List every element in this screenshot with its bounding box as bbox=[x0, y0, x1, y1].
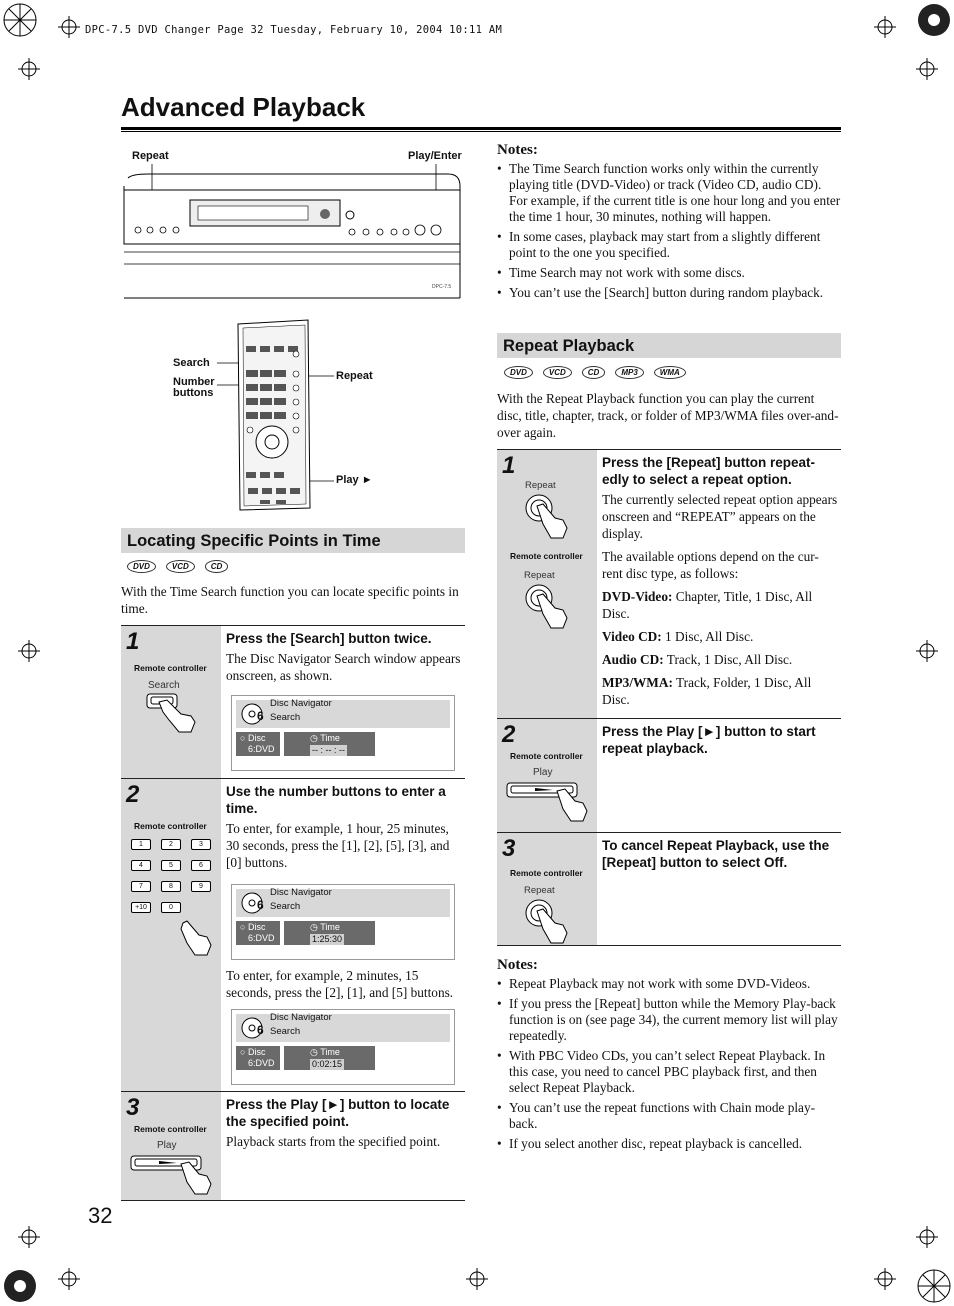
repeat-step-3 bbox=[497, 832, 841, 946]
disc-badge: 6 bbox=[257, 709, 264, 723]
search-button-press-icon bbox=[145, 690, 205, 736]
repeat-button-press-icon bbox=[523, 897, 573, 945]
page-title: Advanced Playback bbox=[121, 92, 366, 122]
disc-badge: 6 bbox=[257, 898, 264, 912]
step-title: To cancel Repeat Playback, use the [Repeat] button to select Off. bbox=[602, 838, 830, 870]
key-6: 6 bbox=[191, 860, 211, 871]
osd-nav-title: Disc Navigator bbox=[270, 1012, 332, 1023]
label-play-enter: Play/Enter bbox=[408, 150, 462, 162]
label-play: Play ► bbox=[336, 474, 373, 486]
key-8: 8 bbox=[161, 881, 181, 892]
vcd-disc-icon: VCD bbox=[543, 366, 572, 379]
label-number: Number bbox=[173, 376, 215, 388]
clock-icon: ◷ bbox=[310, 733, 318, 743]
osd-mode: Search bbox=[270, 901, 301, 912]
osd-time-1-25-30 bbox=[231, 884, 455, 960]
remote-controller-label: Remote controller bbox=[134, 1124, 207, 1134]
osd-disc-box: ○ Disc 6:DVD bbox=[236, 732, 280, 756]
repeat-button-press-icon bbox=[523, 582, 573, 630]
registration-mark-icon bbox=[18, 1226, 40, 1248]
osd-time-box: ◷ Time -- : -- : -- bbox=[284, 732, 375, 756]
osd-mode: Search bbox=[270, 712, 301, 723]
step-number: 3 bbox=[126, 1094, 140, 1121]
dvd-disc-icon: DVD bbox=[127, 560, 156, 573]
remote-controller-label: Remote controller bbox=[134, 663, 207, 673]
remote-controller-illustration bbox=[210, 318, 340, 513]
label-buttons: buttons bbox=[173, 387, 214, 399]
step-number: 1 bbox=[502, 452, 516, 479]
repeat-button-press-icon bbox=[523, 492, 573, 540]
note-item: • If you press the [Repeat] button while the Memory Play-back function is on (see page 34), the current memory list will play repeatedly. bbox=[497, 996, 843, 1044]
pressing-hand-icon bbox=[177, 919, 213, 959]
repeat-intro: With the Repeat Playback function you can play the current disc, title, chapter, track, or folder of MP3/WMA files over-and-over again. bbox=[497, 391, 839, 440]
crop-mark-bottom-left bbox=[0, 1266, 40, 1306]
step-number: 1 bbox=[126, 628, 140, 655]
note-item: • In some cases, playback may start from a slightly different point to the one you specified. bbox=[497, 229, 843, 261]
note-item: • Repeat Playback may not work with some DVD-Videos. bbox=[497, 976, 843, 992]
section-heading-locating: Locating Specific Points in Time bbox=[121, 528, 465, 553]
disc-icon: ○ bbox=[240, 733, 246, 743]
notes-heading-2: Notes: bbox=[497, 957, 538, 973]
step-title: Press the [Repeat] button repeat-edly to select a repeat option. bbox=[602, 455, 816, 487]
play-button-label: Play bbox=[157, 1140, 177, 1151]
crop-mark-top-left bbox=[0, 0, 40, 40]
step-text: The Disc Navigator Search window appears onscreen, as shown. bbox=[226, 651, 461, 683]
dvd-disc-icon: DVD bbox=[504, 366, 533, 379]
step-title: Use the number buttons to enter a time. bbox=[226, 784, 446, 816]
note-item: • With PBC Video CDs, you can’t select Repeat Playback. In this case, you need to cancel PBC playback first, and then select Repeat Playback. bbox=[497, 1048, 843, 1096]
option-mp3-wma: MP3/WMA: Track, Folder, 1 Disc, All Disc. bbox=[602, 675, 812, 707]
locate-step-2 bbox=[121, 778, 465, 1091]
section-heading-repeat: Repeat Playback bbox=[497, 333, 841, 358]
model-label: DPC-7.5 bbox=[432, 284, 452, 290]
play-button-press-icon bbox=[129, 1152, 213, 1198]
title-rule-thin bbox=[121, 131, 841, 132]
remote-controller-label: Remote controller bbox=[134, 821, 207, 831]
key-plus10: +10 bbox=[131, 902, 151, 913]
label-search: Search bbox=[173, 357, 210, 369]
step-title: Press the [Search] button twice. bbox=[226, 631, 432, 646]
repeat-step-2 bbox=[497, 718, 841, 832]
key-3: 3 bbox=[191, 839, 211, 850]
note-item: • You can’t use the repeat functions with Chain mode play-back. bbox=[497, 1100, 843, 1132]
title-rule bbox=[121, 127, 841, 130]
cd-disc-icon: CD bbox=[582, 366, 606, 379]
crop-mark-top-right bbox=[914, 0, 954, 40]
vcd-disc-icon: VCD bbox=[166, 560, 195, 573]
locate-step-1 bbox=[121, 625, 465, 778]
osd-time-box: ◷ Time 0:02:15 bbox=[284, 1046, 375, 1070]
osd-disc-box: ○ Disc 6:DVD bbox=[236, 921, 280, 945]
osd-time-box: ◷ Time 1:25:30 bbox=[284, 921, 375, 945]
key-1: 1 bbox=[131, 839, 151, 850]
registration-mark-icon bbox=[58, 1268, 80, 1290]
play-button-press-icon bbox=[505, 779, 589, 825]
osd-time-0-02-15 bbox=[231, 1009, 455, 1085]
play-arrow-icon: ► bbox=[361, 474, 373, 486]
step-number: 2 bbox=[502, 721, 516, 748]
registration-mark-icon bbox=[916, 640, 938, 662]
note-item: • If you select another disc, repeat playback is cancelled. bbox=[497, 1136, 843, 1152]
repeat-button-label: Repeat bbox=[524, 570, 555, 581]
notes-list-1 bbox=[497, 161, 843, 305]
registration-mark-icon bbox=[58, 16, 80, 38]
step-text-1: The currently selected repeat option appears onscreen and “REPEAT” appears on the display. bbox=[602, 492, 838, 541]
clock-icon: ◷ bbox=[310, 1047, 318, 1057]
step-number: 2 bbox=[126, 781, 140, 808]
osd-disc-navigator-search bbox=[231, 695, 455, 771]
option-dvd-video: DVD-Video: Chapter, Title, 1 Disc, All Disc. bbox=[602, 589, 813, 621]
registration-mark-icon bbox=[874, 1268, 896, 1290]
step-title: Press the Play [►] button to locate the specified point. bbox=[226, 1097, 450, 1129]
label-repeat-right: Repeat bbox=[336, 370, 373, 382]
registration-mark-icon bbox=[874, 16, 896, 38]
key-2: 2 bbox=[161, 839, 181, 850]
step-text: Playback starts from the specified point. bbox=[226, 1134, 441, 1149]
key-7: 7 bbox=[131, 881, 151, 892]
key-4: 4 bbox=[131, 860, 151, 871]
search-button-label: Search bbox=[148, 680, 180, 691]
print-header: DPC-7.5 DVD Changer Page 32 Tuesday, February 10, 2004 10:11 AM bbox=[85, 24, 503, 36]
step-title: Press the Play [►] button to start repeat playback. bbox=[602, 724, 816, 756]
osd-nav-title: Disc Navigator bbox=[270, 698, 332, 709]
step-text-2: The available options depend on the cur-rent disc type, as follows: bbox=[602, 549, 819, 581]
option-audio-cd: Audio CD: Track, 1 Disc, All Disc. bbox=[602, 652, 793, 667]
registration-mark-icon bbox=[18, 58, 40, 80]
locating-intro: With the Time Search function you can locate specific points in time. bbox=[121, 584, 459, 616]
locate-step-3 bbox=[121, 1091, 465, 1201]
step-number: 3 bbox=[502, 835, 516, 862]
registration-mark-icon bbox=[916, 1226, 938, 1248]
dvd-changer-illustration bbox=[118, 160, 464, 300]
label-repeat-top: Repeat bbox=[132, 150, 169, 162]
disc-type-icons bbox=[504, 366, 686, 379]
note-item: • You can’t use the [Search] button during random playback. bbox=[497, 285, 843, 301]
key-0: 0 bbox=[161, 902, 181, 913]
play-button-label: Play bbox=[533, 767, 553, 778]
crop-mark-bottom-right bbox=[914, 1266, 954, 1306]
note-item: • Time Search may not work with some discs. bbox=[497, 265, 843, 281]
notes-heading-1: Notes: bbox=[497, 142, 538, 158]
osd-disc-box: ○ Disc 6:DVD bbox=[236, 1046, 280, 1070]
wma-disc-icon: WMA bbox=[654, 366, 686, 379]
registration-mark-icon bbox=[18, 640, 40, 662]
key-5: 5 bbox=[161, 860, 181, 871]
remote-controller-label: Remote controller bbox=[510, 751, 583, 761]
repeat-button-label: Repeat bbox=[525, 480, 556, 491]
disc-icon: ○ bbox=[240, 1047, 246, 1057]
remote-controller-label: Remote controller bbox=[510, 868, 583, 878]
option-video-cd: Video CD: 1 Disc, All Disc. bbox=[602, 629, 754, 644]
step-text-2: To enter, for example, 2 minutes, 15 seconds, press the [2], [1], and [5] buttons. bbox=[226, 968, 454, 1000]
disc-type-icons bbox=[127, 560, 228, 573]
note-item: • The Time Search function works only within the currently playing title (DVD-Video) or track (Video CD, audio CD). For example, if the current title is one hour long and you enter the time 1 hour, 30 minutes, nothing will happen. bbox=[497, 161, 843, 225]
key-9: 9 bbox=[191, 881, 211, 892]
repeat-step-1 bbox=[497, 449, 841, 718]
mp3-disc-icon: MP3 bbox=[615, 366, 643, 379]
registration-mark-icon bbox=[466, 1268, 488, 1290]
notes-list-2 bbox=[497, 976, 843, 1156]
repeat-button-label: Repeat bbox=[524, 885, 555, 896]
remote-controller-label: Remote controller bbox=[510, 551, 583, 561]
disc-badge: 6 bbox=[257, 1023, 264, 1037]
number-keypad bbox=[131, 839, 211, 913]
step-text-1: To enter, for example, 1 hour, 25 minutes, 30 seconds, press the [1], [2], [5], [3], and [0] buttons. bbox=[226, 821, 450, 870]
disc-icon: ○ bbox=[240, 922, 246, 932]
clock-icon: ◷ bbox=[310, 922, 318, 932]
osd-mode: Search bbox=[270, 1026, 301, 1037]
page-number: 32 bbox=[88, 1203, 113, 1228]
registration-mark-icon bbox=[916, 58, 938, 80]
cd-disc-icon: CD bbox=[205, 560, 229, 573]
osd-nav-title: Disc Navigator bbox=[270, 887, 332, 898]
